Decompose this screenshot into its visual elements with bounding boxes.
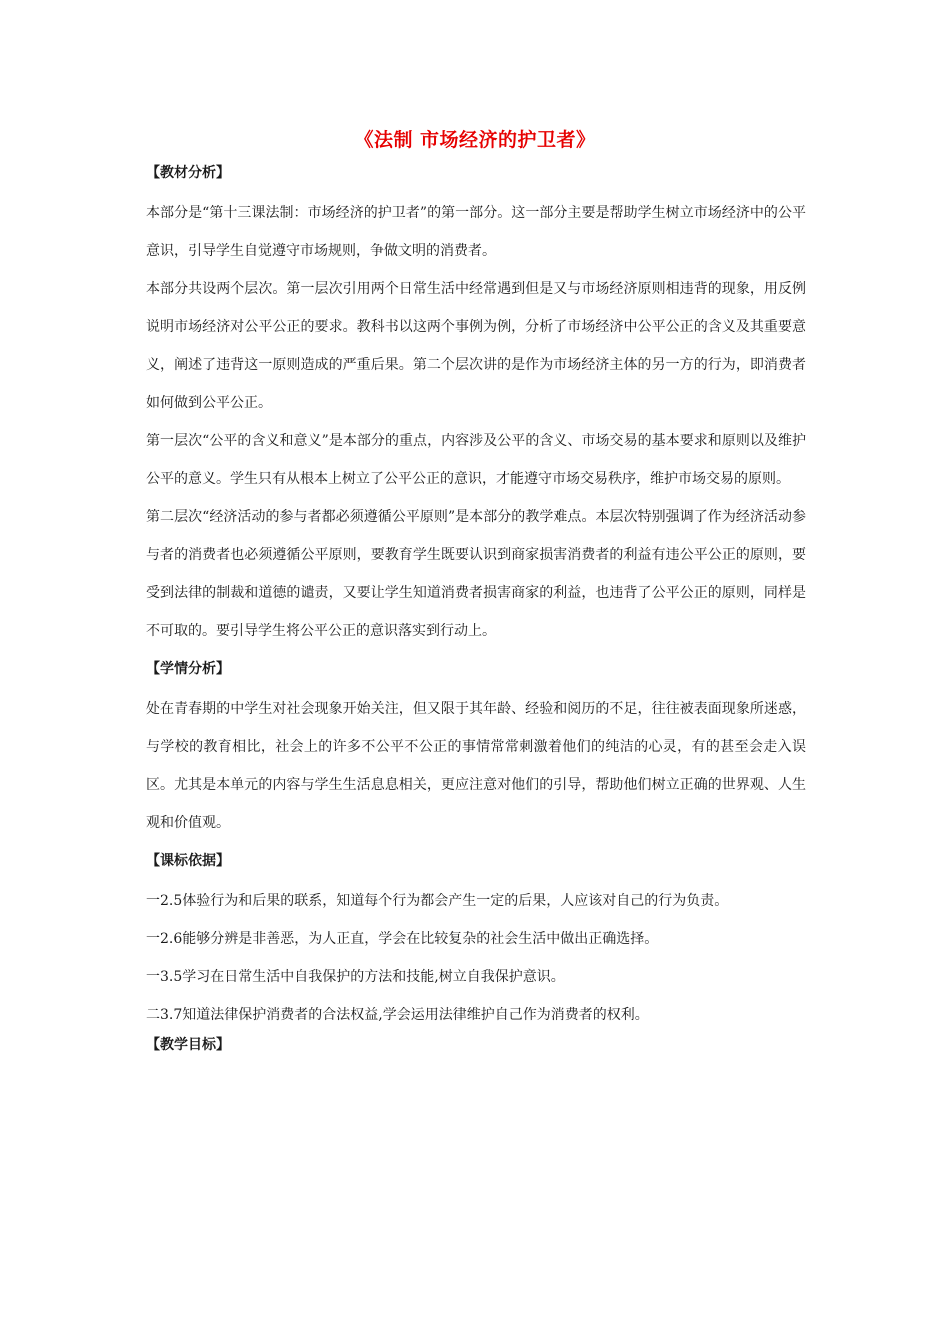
material-paragraph-4: 第二层次“经济活动的参与者都必须遵循公平原则”是本部分的教学难点。本层次特别强调了作为经济活动参与者的消费者也必须遵循公平原则，要教育学生既要认识到商家损害消费者的利益有违公平公正的原则，要受到法律的制裁和道德的谴责，又要让学生知道消费者损害商家的利益，也违背了公平公正的原则，同样是不可取的。要引导学生将公平公正的意识落实到行动上。 bbox=[146, 509, 806, 639]
material-paragraph-2: 本部分共设两个层次。第一层次引用两个日常生活中经常遇到但是又与市场经济原则相违背的现象，用反例说明市场经济对公平公正的要求。教科书以这两个事例为例，分析了市场经济中公平公正的含义及其重要意义，阐述了违背这一原则造成的严重后果。第二个层次讲的是作为市场经济主体的另一方的行为，即消费者如何做到公平公正。 bbox=[146, 281, 806, 411]
standard-item-4: 二3.7知道法律保护消费者的合法权益,学会运用法律维护自己作为消费者的权利。 bbox=[146, 1007, 649, 1023]
material-paragraph-3: 第一层次“公平的含义和意义”是本部分的重点，内容涉及公平的含义、市场交易的基本要求和原则以及维护公平的意义。学生只有从根本上树立了公平公正的意识，才能遵守市场交易秩序，维护市场交易的原则。 bbox=[146, 433, 806, 487]
document-body bbox=[146, 162, 806, 1066]
standard-item-3: 一3.5学习在日常生活中自我保护的方法和技能,树立自我保护意识。 bbox=[146, 969, 565, 985]
section-heading-students: 【学情分析】 bbox=[146, 661, 230, 677]
standard-item-2: 一2.6能够分辨是非善恶，为人正直，学会在比较复杂的社会生活中做出正确选择。 bbox=[146, 931, 659, 947]
section-heading-goals: 【教学目标】 bbox=[146, 1037, 230, 1053]
section-heading-material: 【教材分析】 bbox=[146, 165, 230, 181]
standard-item-1: 一2.5体验行为和后果的联系，知道每个行为都会产生一定的后果，人应该对自己的行为负责。 bbox=[146, 893, 729, 909]
students-paragraph-1: 处在青春期的中学生对社会现象开始关注，但又限于其年龄、经验和阅历的不足，往往被表面现象所迷惑，与学校的教育相比，社会上的许多不公平不公正的事情常常刺激着他们的纯洁的心灵，有的甚至会走入误区。尤其是本单元的内容与学生生活息息相关，更应注意对他们的引导，帮助他们树立正确的世界观、人生观和价值观。 bbox=[146, 701, 806, 831]
section-heading-standards: 【课标依据】 bbox=[146, 853, 230, 869]
document-title: 《法制 市场经济的护卫者》 bbox=[354, 129, 596, 151]
material-paragraph-1: 本部分是“第十三课法制：市场经济的护卫者”的第一部分。这一部分主要是帮助学生树立市场经济中的公平意识，引导学生自觉遵守市场规则，争做文明的消费者。 bbox=[146, 205, 806, 259]
